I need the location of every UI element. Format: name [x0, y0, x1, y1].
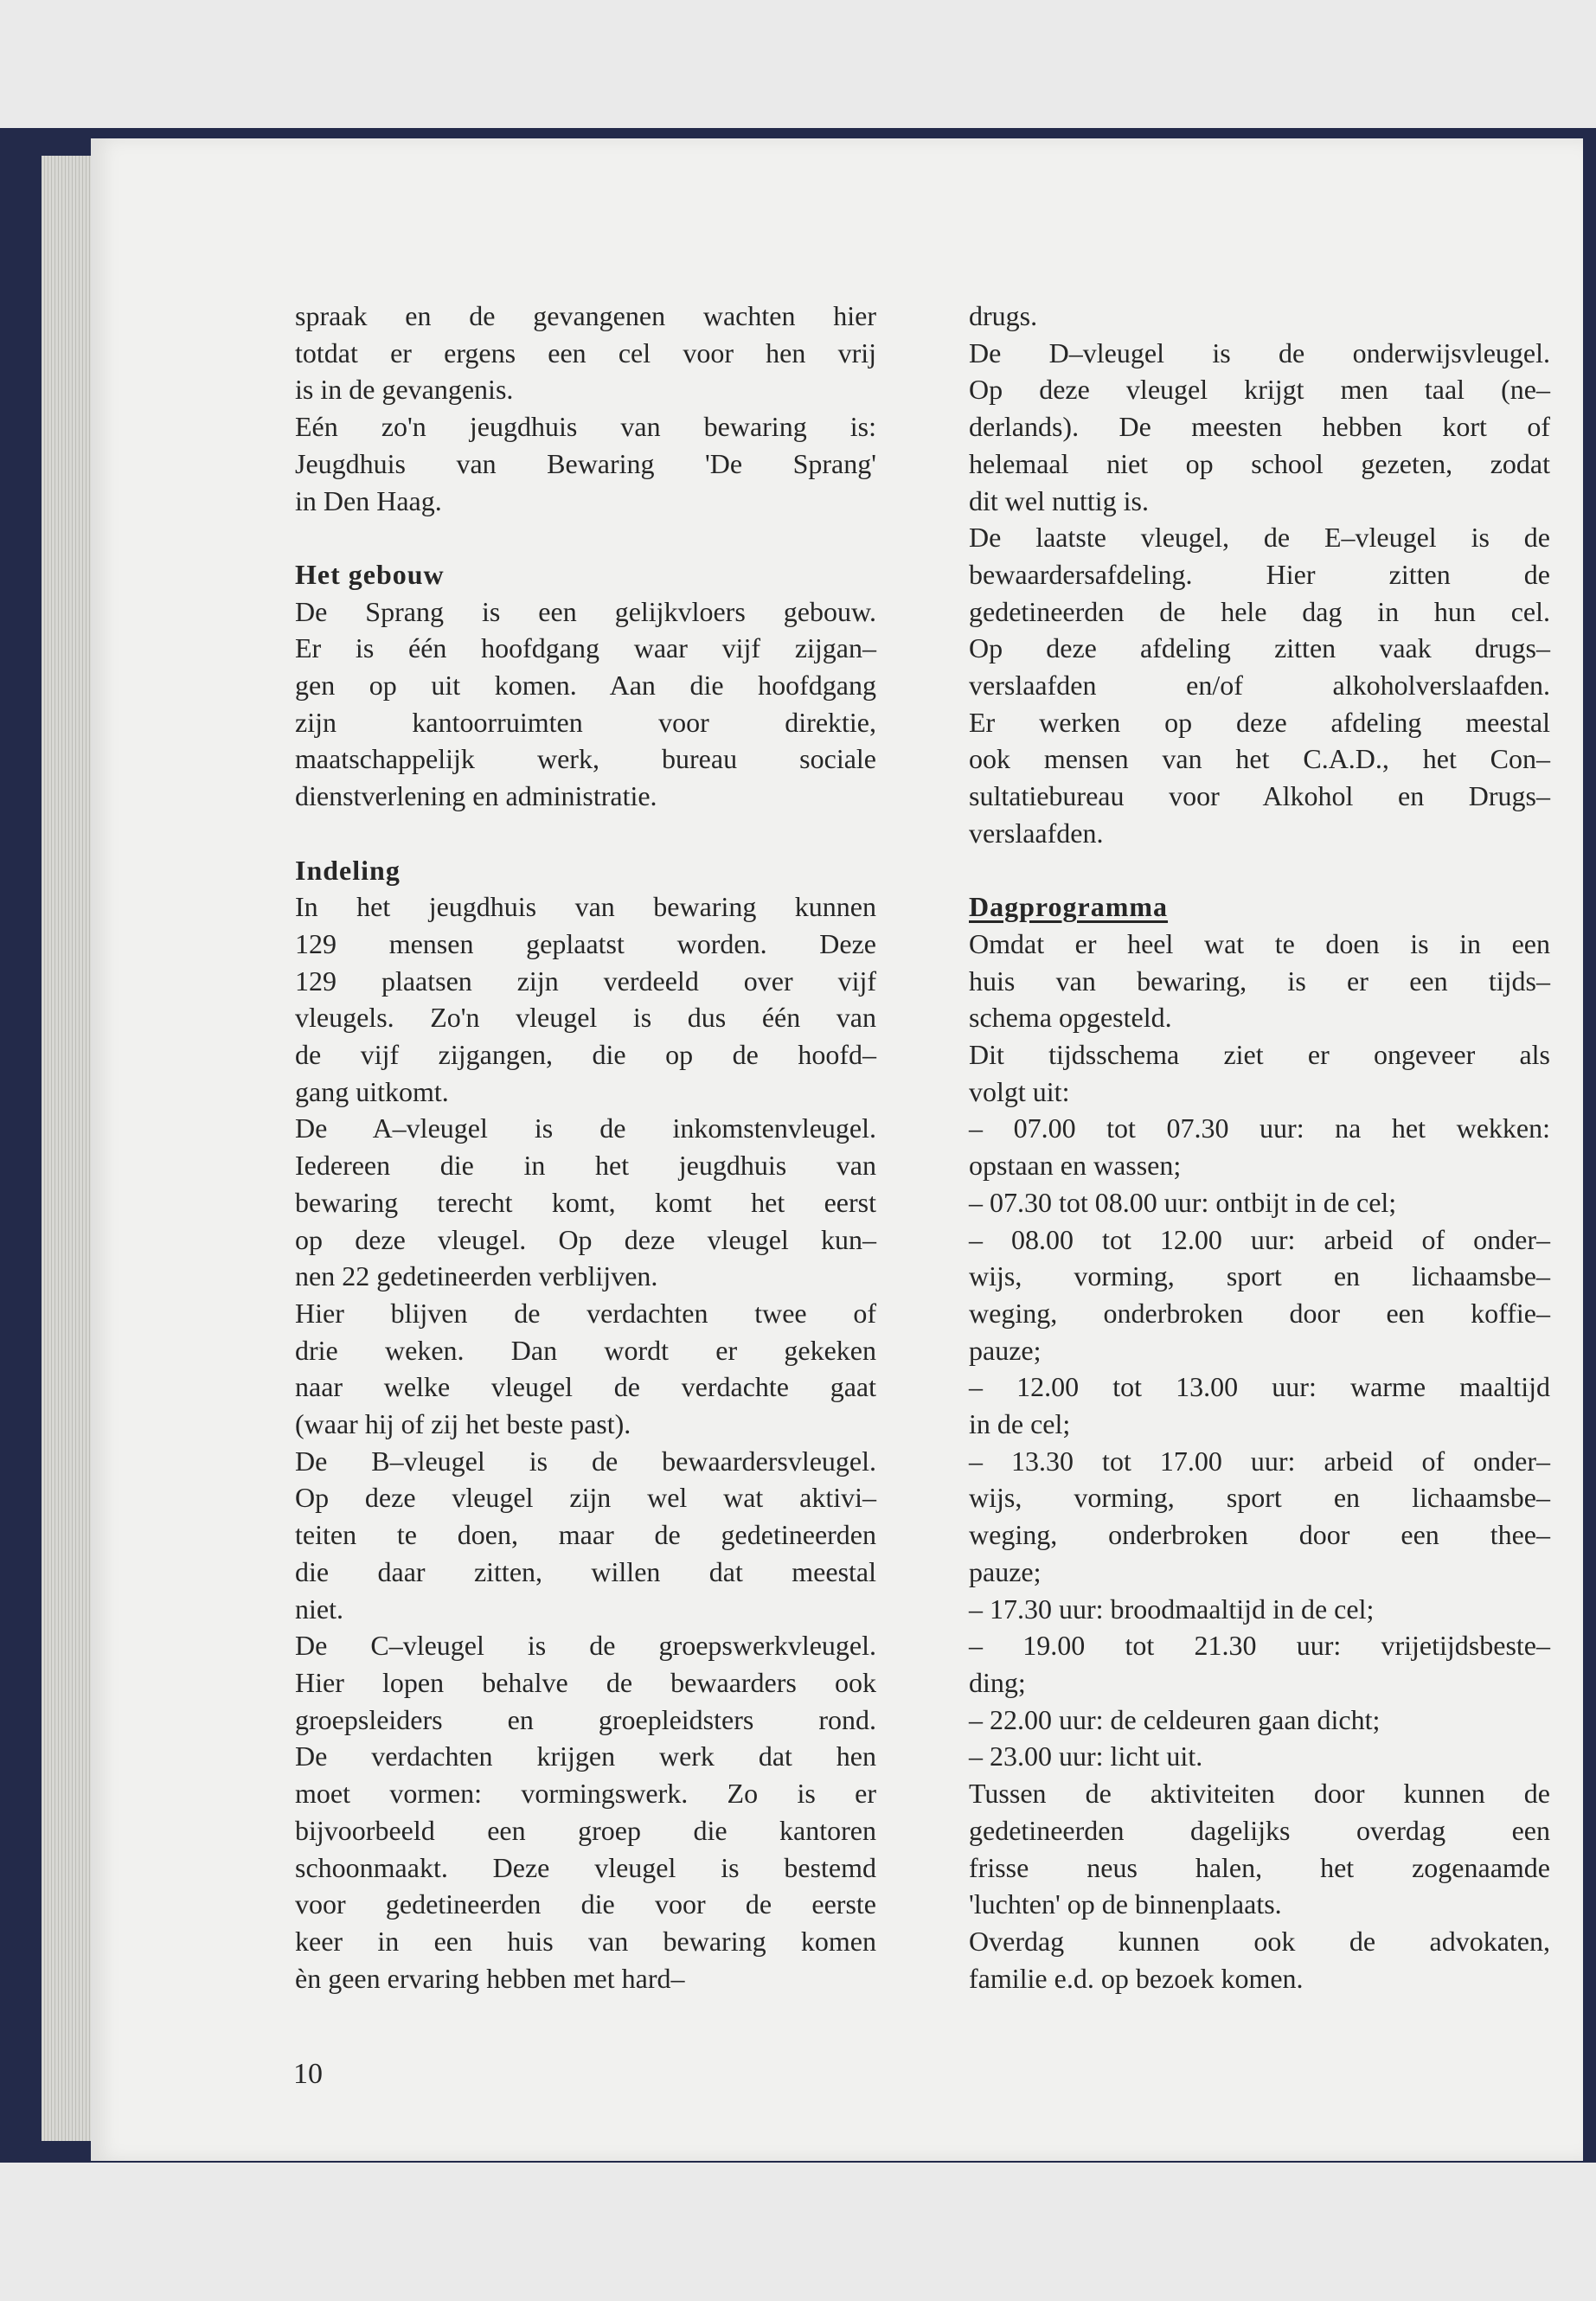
- text-line: – 12.00 tot 13.00 uur: warme maaltijd: [969, 1371, 1550, 1403]
- paragraph: [969, 1591, 1550, 1628]
- paragraph: [969, 298, 1550, 335]
- text-line: Op deze vleugel zijn wel wat aktivi–: [295, 1482, 876, 1514]
- text-line: bewaardersafdeling. Hier zitten de: [969, 558, 1550, 590]
- text-line: keer in een huis van bewaring komen: [295, 1925, 876, 1957]
- paragraph: [295, 1443, 876, 1628]
- text-line: Jeugdhuis van Bewaring 'De Sprang': [295, 447, 876, 479]
- text-line: Er is één hoofdgang waar vijf zijgan–: [295, 632, 876, 664]
- text-line: drie weken. Dan wordt er gekeken: [295, 1334, 876, 1366]
- paragraph: [969, 335, 1550, 520]
- text-line: drugs.: [969, 300, 1038, 331]
- text-line: Dit tijdsschema ziet er ongeveer als: [969, 1039, 1550, 1071]
- text-line: – 19.00 tot 21.30 uur: vrijetijdsbeste–: [969, 1630, 1550, 1662]
- text-line: De verdachten krijgen werk dat hen: [295, 1740, 876, 1772]
- text-line: Hier blijven de verdachten twee of: [295, 1297, 876, 1329]
- text-line: De A–vleugel is de inkomstenvleugel.: [295, 1112, 876, 1144]
- paragraph: [969, 1368, 1550, 1442]
- text-line: weging, onderbroken door een koffie–: [969, 1297, 1550, 1329]
- text-line: volgt uit:: [969, 1075, 1070, 1107]
- paragraph: [295, 593, 876, 815]
- text-line: teiten te doen, maar de gedetineerden: [295, 1519, 876, 1551]
- text-line: dienstverlening en administratie.: [295, 780, 657, 812]
- paragraph-gap: [969, 852, 1550, 889]
- text-line: op deze vleugel. Op deze vleugel kun–: [295, 1223, 876, 1255]
- text-line: pauze;: [969, 1334, 1042, 1366]
- text-line: opstaan en wassen;: [969, 1150, 1182, 1182]
- paragraph: [969, 1036, 1550, 1110]
- text-line: Overdag kunnen ook de advokaten,: [969, 1925, 1550, 1957]
- paragraph: [969, 1221, 1550, 1369]
- text-line: – 17.30 uur: broodmaaltijd in de cel;: [969, 1593, 1375, 1625]
- text-line: Hier lopen behalve de bewaarders ook: [295, 1666, 876, 1698]
- text-line: totdat er ergens een cel voor hen vrij: [295, 336, 876, 369]
- text-line: pauze;: [969, 1555, 1042, 1587]
- text-line: dit wel nuttig is.: [969, 484, 1149, 516]
- text-line: gedetineerden dagelijks overdag een: [969, 1814, 1550, 1846]
- paragraph: [969, 1627, 1550, 1701]
- text-line: – 13.30 tot 17.00 uur: arbeid of onder–: [969, 1445, 1550, 1477]
- left-column: [295, 298, 876, 1997]
- paragraph: [295, 298, 876, 408]
- text-line: Op deze afdeling zitten vaak drugs–: [969, 632, 1550, 664]
- paragraph: [295, 1295, 876, 1443]
- text-line: voor gedetineerden die voor de eerste: [295, 1888, 876, 1920]
- text-line: sultatiebureau voor Alkohol en Drugs–: [969, 780, 1550, 812]
- paragraph: [969, 1184, 1550, 1221]
- section-heading: Dagprogramma: [969, 891, 1169, 923]
- text-line: familie e.d. op bezoek komen.: [969, 1962, 1304, 1994]
- text-line: 129 plaatsen zijn verdeeld over vijf: [295, 965, 876, 997]
- text-line: frisse neus halen, het zogenaamde: [969, 1851, 1550, 1883]
- text-line: in de cel;: [969, 1408, 1071, 1440]
- paragraph: [295, 408, 876, 519]
- paragraph: [969, 519, 1550, 851]
- text-line: 129 mensen geplaatst worden. Deze: [295, 927, 876, 959]
- text-line: naar welke vleugel de verdachte gaat: [295, 1371, 876, 1403]
- paragraph: [969, 926, 1550, 1036]
- paragraph: [969, 1923, 1550, 1997]
- section-heading: Indeling: [295, 854, 401, 886]
- text-line: gedetineerden de hele dag in hun cel.: [969, 595, 1550, 627]
- right-column: [969, 298, 1550, 1997]
- text-line: spraak en de gevangenen wachten hier: [295, 300, 876, 331]
- paragraph: [969, 1702, 1550, 1739]
- section-heading: Het gebouw: [295, 558, 445, 590]
- text-line: gang uitkomt.: [295, 1075, 449, 1107]
- paragraph-gap: [295, 519, 876, 556]
- text-line: die daar zitten, willen dat meestal: [295, 1555, 876, 1587]
- paragraph: [295, 888, 876, 1110]
- text-line: ding;: [969, 1667, 1026, 1698]
- text-line: Er werken op deze afdeling meestal: [969, 706, 1550, 738]
- text-line: bewaring terecht komt, komt het eerst: [295, 1186, 876, 1218]
- text-line: ook mensen van het C.A.D., het Con–: [969, 743, 1550, 775]
- text-line: bijvoorbeeld een groep die kantoren: [295, 1814, 876, 1846]
- text-line: èn geen ervaring hebben met hard–: [295, 1962, 685, 1994]
- text-line: in Den Haag.: [295, 484, 442, 516]
- text-line: moet vormen: vormingswerk. Zo is er: [295, 1778, 876, 1810]
- text-line: derlands). De meesten hebben kort of: [969, 411, 1550, 443]
- text-line: groepsleiders en groepleidsters rond.: [295, 1703, 876, 1735]
- text-line: maatschappelijk werk, bureau sociale: [295, 743, 876, 775]
- text-line: verslaafden en/of alkoholverslaafden.: [969, 670, 1550, 702]
- text-line: verslaafden.: [969, 817, 1104, 849]
- text-line: helemaal niet op school gezeten, zodat: [969, 447, 1550, 479]
- text-line: vleugels. Zo'n vleugel is dus één van: [295, 1002, 876, 1034]
- text-line: De D–vleugel is de onderwijsvleugel.: [969, 336, 1550, 369]
- text-line: wijs, vorming, sport en lichaamsbe–: [969, 1482, 1550, 1514]
- text-line: nen 22 gedetineerden verblijven.: [295, 1260, 658, 1292]
- text-line: Op deze vleugel krijgt men taal (ne–: [969, 374, 1550, 406]
- text-line: Tussen de aktiviteiten door kunnen de: [969, 1778, 1550, 1810]
- text-line: 'luchten' op de binnenplaats.: [969, 1888, 1282, 1920]
- text-line: schoonmaakt. Deze vleugel is bestemd: [295, 1851, 876, 1883]
- paragraph: [969, 1443, 1550, 1591]
- page-number: 10: [293, 2058, 323, 2090]
- text-line: De B–vleugel is de bewaardersvleugel.: [295, 1445, 876, 1477]
- text-line: Eén zo'n jeugdhuis van bewaring is:: [295, 411, 876, 443]
- text-line: – 22.00 uur: de celdeuren gaan dicht;: [969, 1703, 1381, 1735]
- text-line: – 23.00 uur: licht uit.: [969, 1740, 1203, 1772]
- paragraph: [969, 1738, 1550, 1775]
- text-line: (waar hij of zij het beste past).: [295, 1408, 631, 1440]
- text-line: weging, onderbroken door een thee–: [969, 1519, 1550, 1551]
- text-line: De Sprang is een gelijkvloers gebouw.: [295, 595, 876, 627]
- text-line: De laatste vleugel, de E–vleugel is de: [969, 522, 1550, 554]
- text-line: – 08.00 tot 12.00 uur: arbeid of onder–: [969, 1223, 1550, 1255]
- text-line: In het jeugdhuis van bewaring kunnen: [295, 891, 876, 923]
- paragraph: [295, 1627, 876, 1997]
- text-line: Iedereen die in het jeugdhuis van: [295, 1150, 876, 1182]
- text-line: De C–vleugel is de groepswerkvleugel.: [295, 1630, 876, 1662]
- text-line: gen op uit komen. Aan die hoofdgang: [295, 670, 876, 702]
- text-line: huis van bewaring, is er een tijds–: [969, 965, 1550, 997]
- text-line: – 07.30 tot 08.00 uur: ontbijt in de cel;: [969, 1186, 1397, 1218]
- text-line: schema opgesteld.: [969, 1002, 1172, 1034]
- text-line: is in de gevangenis.: [295, 374, 514, 406]
- text-line: wijs, vorming, sport en lichaamsbe–: [969, 1260, 1550, 1292]
- text-line: de vijf zijgangen, die op de hoofd–: [295, 1039, 876, 1071]
- paragraph: [969, 1110, 1550, 1183]
- text-line: zijn kantoorruimten voor direktie,: [295, 706, 876, 738]
- paragraph: [969, 1775, 1550, 1923]
- paragraph: [295, 1110, 876, 1295]
- paragraph-gap: [295, 815, 876, 852]
- text-line: Omdat er heel wat te doen is in een: [969, 927, 1550, 959]
- text-line: – 07.00 tot 07.30 uur: na het wekken:: [969, 1112, 1550, 1144]
- text-line: niet.: [295, 1593, 343, 1625]
